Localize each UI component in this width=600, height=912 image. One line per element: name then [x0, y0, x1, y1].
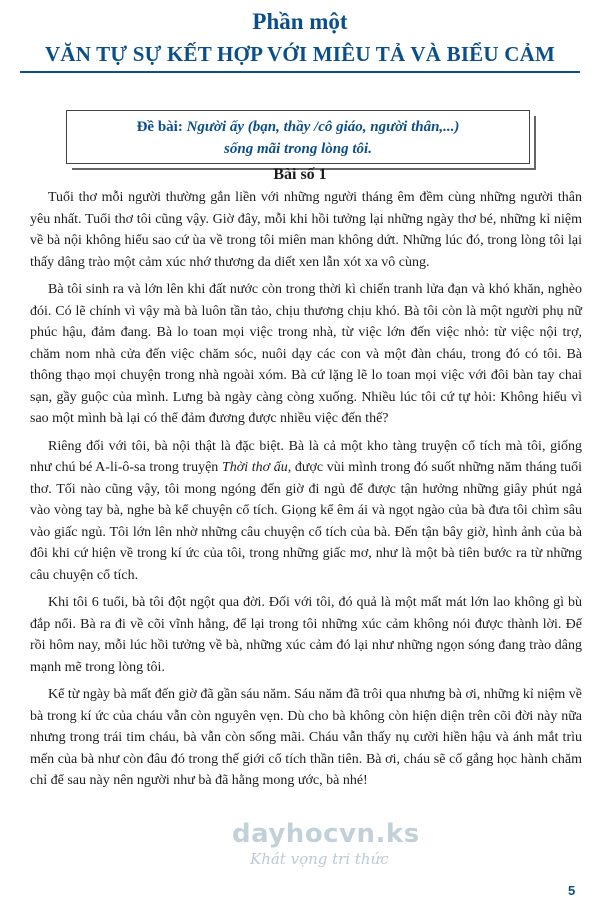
watermark-tagline: Khát vọng tri thức	[250, 850, 389, 868]
assignment-label: Đề bài:	[136, 119, 183, 135]
book-title: Thời thơ ấu	[221, 460, 288, 475]
assignment-box	[66, 110, 530, 164]
essay-paragraph-3: Riêng đối với tôi, bà nội thật là đặc biệt. Bà là cả một kho tàng truyện cổ tích mà tôi, giống như chú bé A-li-ô-sa trong truyện Thời thơ ấu, được vùi mình trong đó suốt những năm tháng tuổi thơ. Tối nào cũng vậy, tôi mong ngóng đến giờ đi ngủ để được tận hưởng những giây phút ngả vào vòng tay bà, nghe bà kể chuyện cổ tích. Giọng kể êm ái và ngọt ngào của bà đưa tôi chìm sâu vào giấc ngủ. Tôi lớn lên nhờ những câu chuyện cổ tích của bà. Đến tận bây giờ, hình ảnh của bà đôi khi cứ hiện về trong kí ức của tôi, trong những giấc mơ, như là một bà tiên bước ra từ những câu chuyện cổ tích.	[30, 438, 582, 583]
essay-paragraph-2: Bà tôi sinh ra và lớn lên khi đất nước còn trong thời kì chiến tranh lửa đạn và khó khăn, nghèo đói. Có lẽ chính vì vậy mà bà luôn tần tảo, chịu thương chịu khó. Bà tôi còn là một người phụ nữ phúc hậu, đảm đang. Bà lo toan mọi việc trong nhà, từ việc lớn đến việc nhỏ: từ việc nội trợ, chăm nom nhà cửa đến việc chăm sóc, nuôi dạy các con và một đàn cháu, trong đó có tôi. Bà thông thạo mọi chuyện trong nhà ngoài xóm. Bà cứ lặng lẽ lo toan mọi việc với đôi bàn tay chai sạn, gầy guộc của mình. Lưng bà ngày càng còng xuống. Nhiều lúc tôi cứ tự hỏi: Không hiểu vì sao một mình bà lại có thể đảm đương được nhiều việc đến thế?	[30, 282, 582, 426]
essay-heading: Bài số 1	[273, 166, 327, 183]
essay-paragraph-1: Tuổi thơ mỗi người thường gắn liền với những người tháng êm đềm cùng những người thân yêu nhất. Tuổi thơ tôi cũng vậy. Giờ đây, mỗi khi hồi tưởng lại những ngày thơ bé, những kỉ niệm về bà nội không hiểu sao cứ ùa về trong tôi miên man không dứt. Những lúc đó, trong lòng tôi lại thấy dâng trào một cảm xúc nhớ thương da diết xen lẫn xót xa vô cùng.	[30, 190, 582, 270]
page-title: Phần một	[252, 9, 348, 34]
watermark-brand: dayhocvn.ks	[232, 819, 420, 849]
essay-body	[30, 187, 582, 798]
page-number: 5	[568, 883, 576, 898]
assignment-topic: Người ấy (bạn, thầy /cô giáo, người thân,...)	[186, 119, 460, 135]
page-subtitle: VĂN TỰ SỰ KẾT HỢP VỚI MIÊU TẢ VÀ BIỂU CẢM	[45, 42, 555, 66]
assignment-line-1	[67, 117, 529, 137]
essay-paragraph-5: Kể từ ngày bà mất đến giờ đã gần sáu năm. Sáu năm đã trôi qua nhưng bà ơi, những kỉ niệm về bà trong kí ức của cháu vẫn còn nguyên vẹn. Dù cho bà không còn hiện diện trên cõi đời này nữa nhưng trong trái tim cháu, bà vẫn còn sống mãi. Cháu vẫn thấy nụ cười hiền hậu và ánh mắt trìu mến của bà như còn đâu đó trong thế giới cổ tích thần tiên. Bà ơi, cháu sẽ cố gắng học hành chăm chỉ để sau này nên người như bà đã hằng mong ước, bà nhé!	[30, 687, 582, 788]
title-underline	[20, 71, 580, 73]
assignment-line-2: sống mãi trong lòng tôi.	[224, 141, 372, 157]
essay-paragraph-4: Khi tôi 6 tuổi, bà tôi đột ngột qua đời. Đối với tôi, đó quả là một mất mát lớn lao không gì bù đắp nổi. Bà ra đi về cõi vĩnh hằng, để lại trong tôi những xúc cảm không nói được thành lời. Để rồi hôm nay, mỗi lúc hồi tưởng về bà, những xúc cảm đó lại như những ngọn sóng đang trào dâng mạnh mẽ trong lòng tôi.	[30, 595, 582, 675]
